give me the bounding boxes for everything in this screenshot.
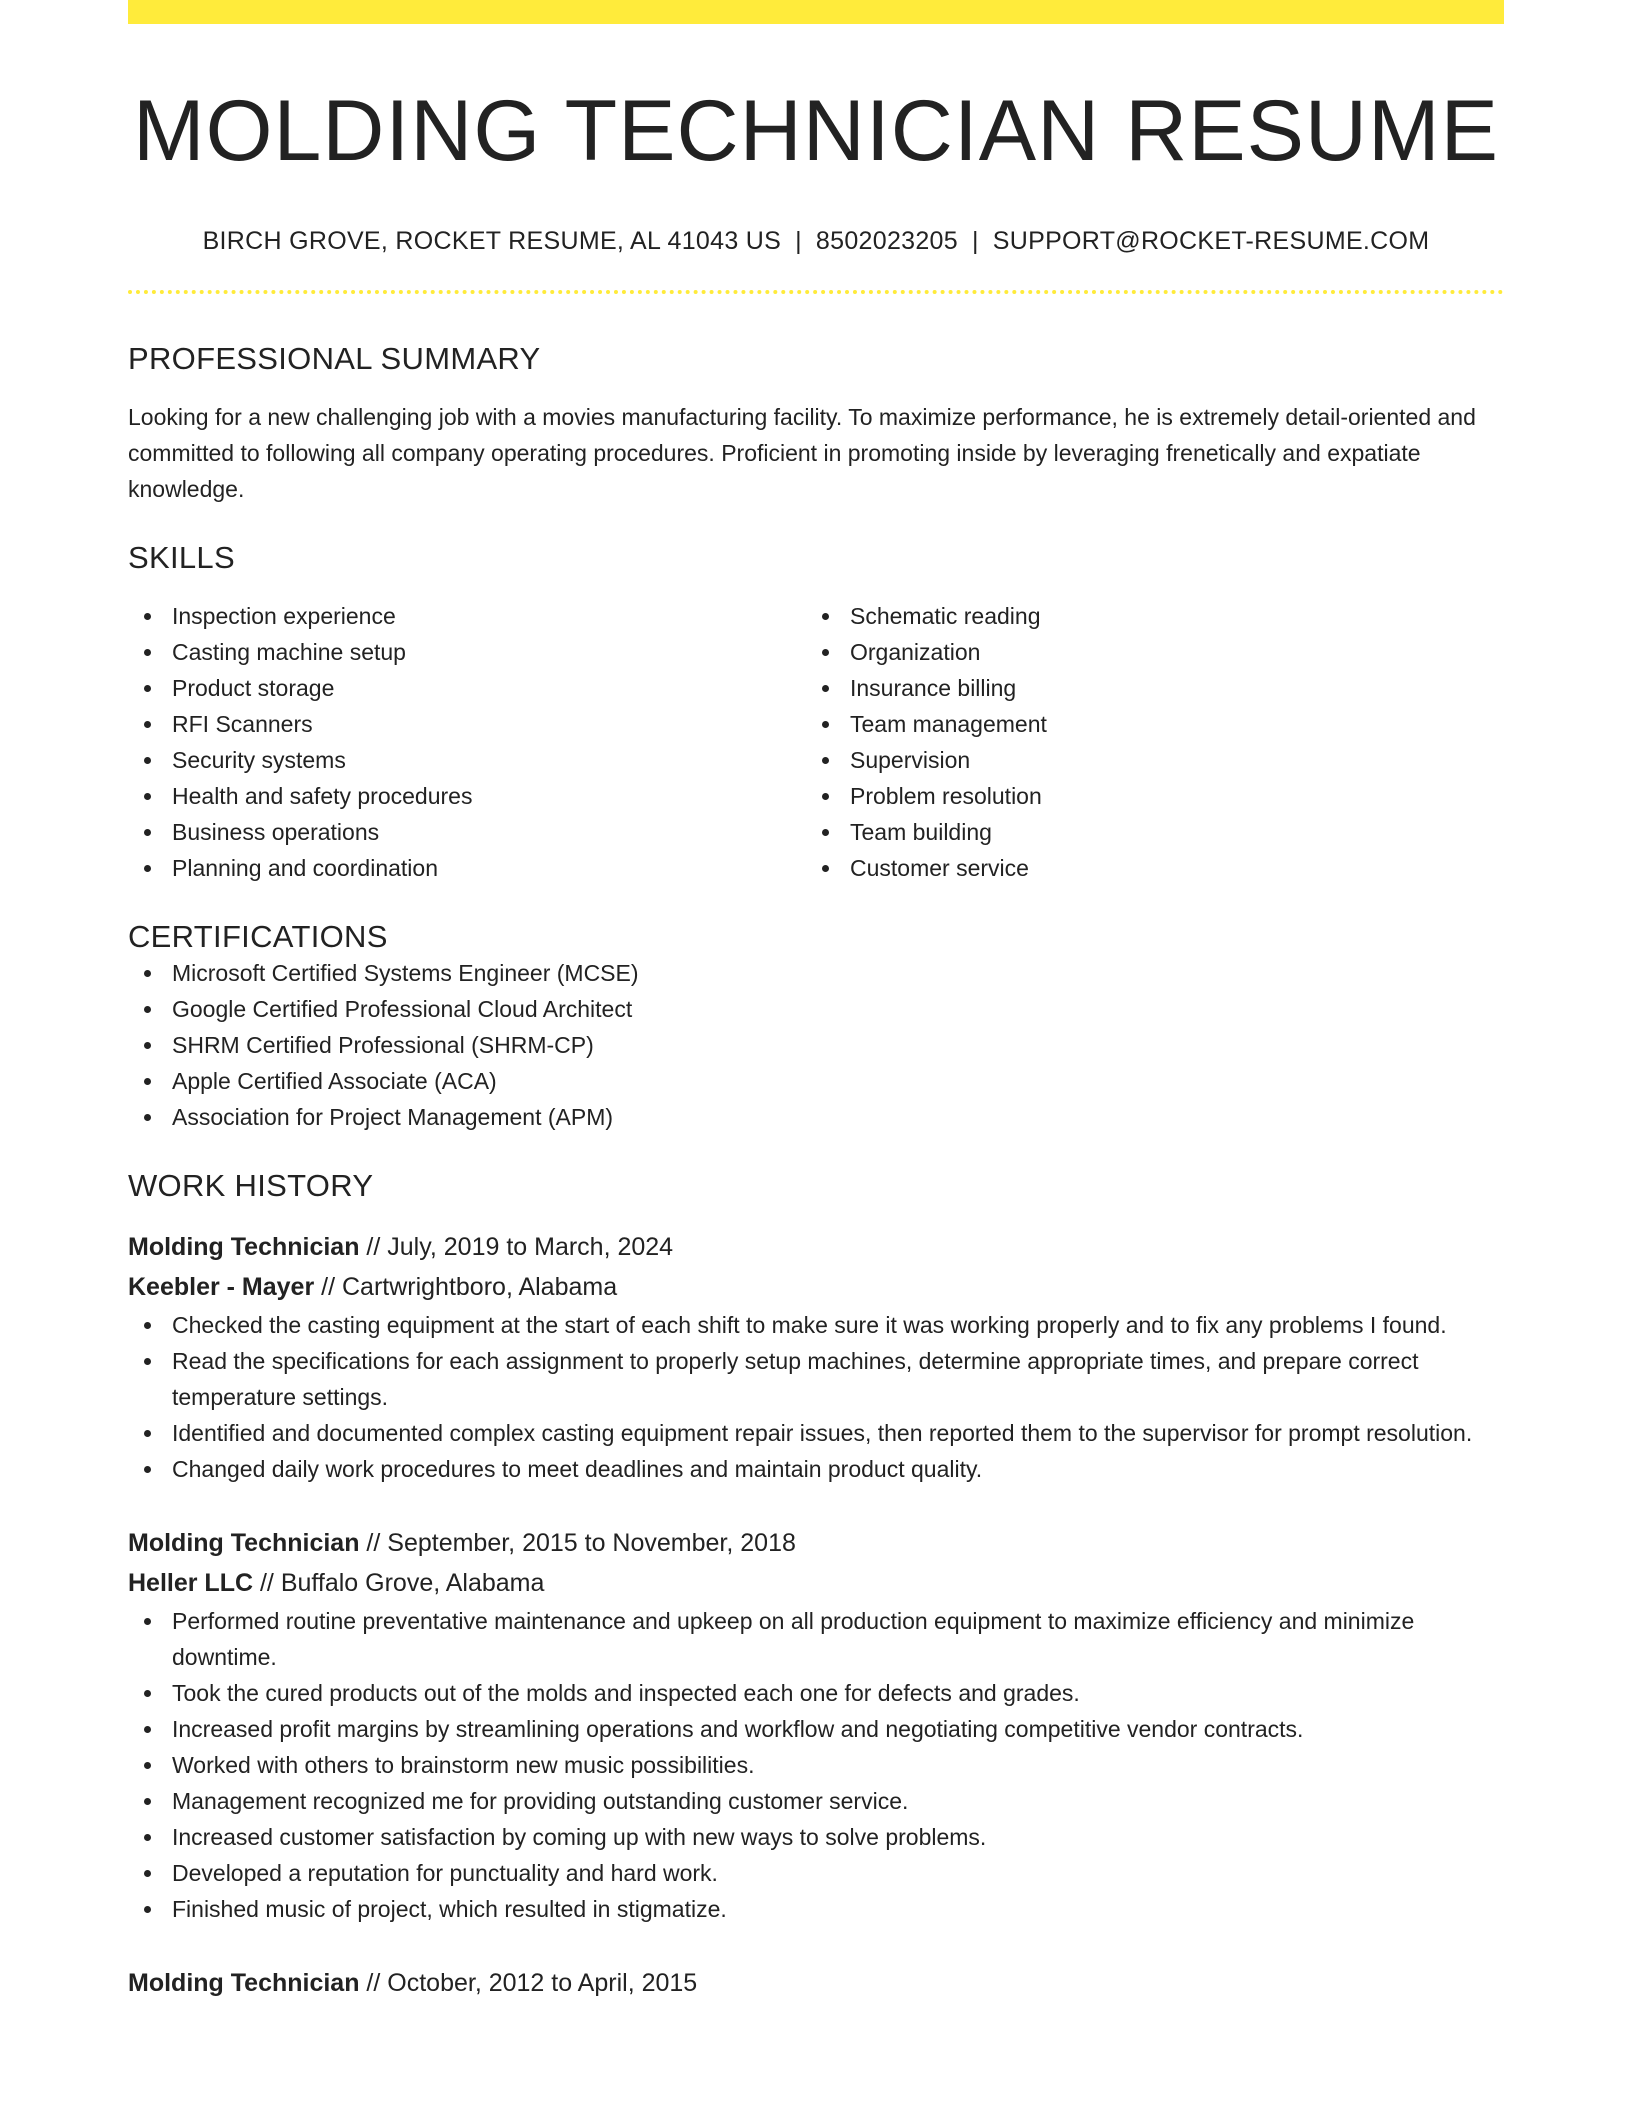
skills-column-left (128, 598, 806, 886)
job-duty-item: Worked with others to brainstorm new music possibilities. (128, 1747, 1504, 1783)
skill-item: Casting machine setup (128, 634, 806, 670)
contact-separator: | (971, 226, 979, 255)
job-dates: // October, 2012 to April, 2015 (359, 1968, 698, 1997)
certification-item: Google Certified Professional Cloud Architect (128, 991, 1504, 1027)
contact-phone: 8502023205 (815, 226, 958, 255)
job-duty-item: Identified and documented complex casting equipment repair issues, then reported them to the supervisor for prompt resolution. (128, 1415, 1504, 1451)
job-duties-list (128, 1603, 1504, 1927)
job-title-line (128, 1523, 1504, 1563)
job-title: Molding Technician (128, 1232, 360, 1261)
job-duty-item: Took the cured products out of the molds and inspected each one for defects and grades. (128, 1675, 1504, 1711)
certification-item: Association for Project Management (APM) (128, 1099, 1504, 1135)
job-location: // Cartwrightboro, Alabama (314, 1272, 618, 1301)
skill-item: Supervision (806, 742, 1484, 778)
certification-item: Microsoft Certified Systems Engineer (MCSE) (128, 955, 1504, 991)
work-history-list (128, 1227, 1504, 2003)
skill-item: Customer service (806, 850, 1484, 886)
skill-item: Health and safety procedures (128, 778, 806, 814)
skills-grid (128, 598, 1504, 886)
skills-column-right (806, 598, 1484, 886)
skill-item: Insurance billing (806, 670, 1484, 706)
top-accent-bar (128, 0, 1504, 24)
job-entry (128, 1227, 1504, 1487)
job-company-line (128, 1563, 1504, 1603)
job-company-line (128, 1267, 1504, 1307)
certifications-list (128, 955, 1504, 1135)
skill-item: Inspection experience (128, 598, 806, 634)
job-company: Heller LLC (128, 1568, 254, 1597)
job-duty-item: Checked the casting equipment at the start of each shift to make sure it was working properly and to fix any problems I found. (128, 1307, 1504, 1343)
job-duty-item: Developed a reputation for punctuality and hard work. (128, 1855, 1504, 1891)
contact-address: BIRCH GROVE, ROCKET RESUME, AL 41043 US (202, 226, 782, 255)
skill-item: Schematic reading (806, 598, 1484, 634)
summary-heading: PROFESSIONAL SUMMARY (128, 340, 541, 376)
job-company: Keebler - Mayer (128, 1272, 315, 1301)
job-dates: // September, 2015 to November, 2018 (359, 1528, 796, 1557)
skill-item: Planning and coordination (128, 850, 806, 886)
skills-heading: SKILLS (128, 540, 235, 576)
skill-item: RFI Scanners (128, 706, 806, 742)
job-location: // Buffalo Grove, Alabama (253, 1568, 545, 1597)
work-history-heading: WORK HISTORY (128, 1168, 374, 1204)
certification-item: SHRM Certified Professional (SHRM-CP) (128, 1027, 1504, 1063)
job-duty-item: Read the specifications for each assignment to properly setup machines, determine appropriate times, and prepare correct temperature settings. (128, 1343, 1504, 1415)
job-title: Molding Technician (128, 1528, 360, 1557)
certification-item: Apple Certified Associate (ACA) (128, 1063, 1504, 1099)
summary-text: Looking for a new challenging job with a movies manufacturing facility. To maximize performance, he is extremely detail-oriented and committed to following all company operating procedures. Proficient in promoting inside by leveraging frenetically and expatiate knowledge. (128, 404, 1476, 503)
skill-item: Security systems (128, 742, 806, 778)
skill-item: Business operations (128, 814, 806, 850)
job-duty-item: Increased customer satisfaction by coming up with new ways to solve problems. (128, 1819, 1504, 1855)
skill-item: Team building (806, 814, 1484, 850)
contact-email[interactable]: SUPPORT@ROCKET-RESUME.COM (992, 226, 1430, 255)
job-title: Molding Technician (128, 1968, 360, 1997)
job-duty-item: Changed daily work procedures to meet deadlines and maintain product quality. (128, 1451, 1504, 1487)
job-duty-item: Performed routine preventative maintenance and upkeep on all production equipment to maximize efficiency and minimize downtime. (128, 1603, 1504, 1675)
job-entry (128, 1523, 1504, 1927)
resume-page (128, 0, 1504, 2003)
job-title-line (128, 1227, 1504, 1267)
certifications-heading: CERTIFICATIONS (128, 919, 388, 955)
job-duty-item: Finished music of project, which resulted in stigmatize. (128, 1891, 1504, 1927)
contact-line (128, 227, 1504, 256)
contact-separator: | (795, 226, 802, 255)
dotted-divider (128, 290, 1504, 294)
job-dates: // July, 2019 to March, 2024 (359, 1232, 674, 1261)
job-duty-item: Management recognized me for providing outstanding customer service. (128, 1783, 1504, 1819)
skill-item: Problem resolution (806, 778, 1484, 814)
job-duties-list (128, 1307, 1504, 1487)
job-duty-item: Increased profit margins by streamlining operations and workflow and negotiating competitive vendor contracts. (128, 1711, 1504, 1747)
resume-title: MOLDING TECHNICIAN RESUME (132, 83, 1500, 179)
skill-item: Organization (806, 634, 1484, 670)
skill-item: Team management (806, 706, 1484, 742)
job-title-line (128, 1963, 1504, 2003)
skill-item: Product storage (128, 670, 806, 706)
job-entry (128, 1963, 1504, 2003)
